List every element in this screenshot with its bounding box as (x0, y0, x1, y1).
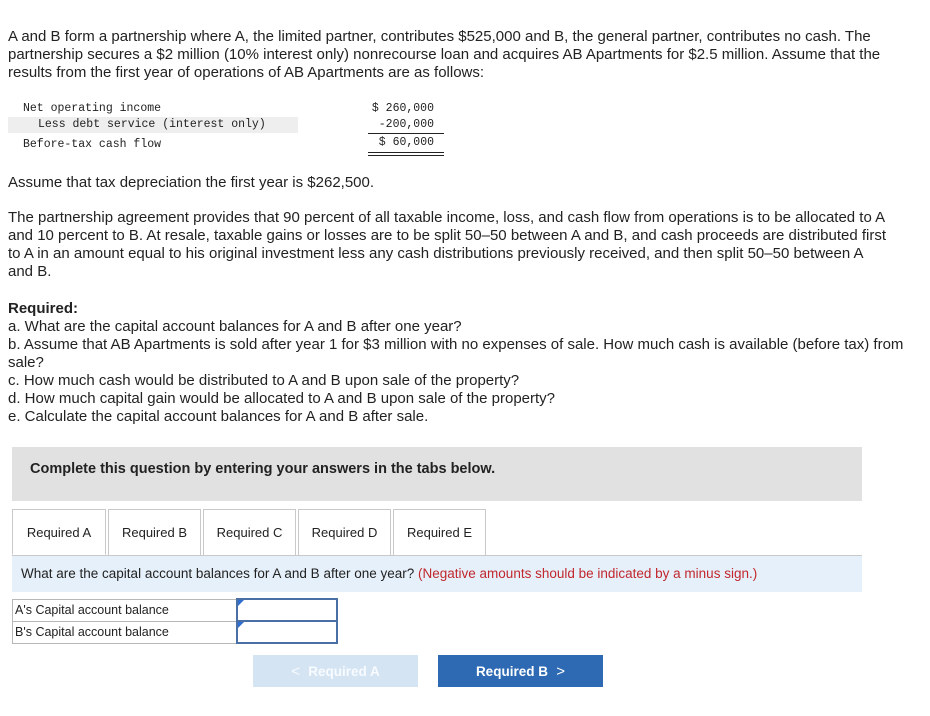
depreciation-text: Assume that tax depreciation the first year is $262,500. (8, 174, 375, 191)
chevron-right-icon: > (547, 662, 566, 680)
agreement-paragraph (8, 209, 930, 281)
intro-line: partnership secures a $2 million (10% interest only) nonrecourse loan and acquires AB Apartments for $2.5 million. Assume that the (8, 46, 881, 63)
next-required-button[interactable] (438, 655, 603, 687)
subtotal-rule (368, 133, 444, 134)
tab-required-a[interactable]: Required A (12, 509, 106, 555)
noi-label: Net operating income (23, 102, 162, 115)
agreement-line: The partnership agreement provides that 90 percent of all taxable income, loss, and cash flow from operations is to be allocated to A (8, 209, 886, 226)
required-section (8, 300, 930, 426)
tab-required-e[interactable]: Required E (393, 509, 486, 555)
required-line: sale? (8, 354, 44, 371)
table-row (13, 599, 337, 621)
required-line: b. Assume that AB Apartments is sold after year 1 for $3 million with no expenses of sale. How much cash is available (before tax) from (8, 336, 904, 353)
question-note: (Negative amounts should be indicated by a minus sign.) (418, 566, 758, 581)
chevron-left-icon: < (291, 662, 309, 680)
required-line: e. Calculate the capital account balances for A and B after sale. (8, 408, 429, 425)
noi-value: $ 260,000 (371, 102, 434, 115)
tab-required-c[interactable]: Required C (203, 509, 296, 555)
b-capital-input[interactable] (238, 621, 340, 643)
debt-value: -200,000 (378, 118, 434, 131)
tab-required-d[interactable]: Required D (298, 509, 391, 555)
input-flag-icon (238, 600, 244, 606)
prev-required-button[interactable] (253, 655, 418, 687)
btcf-value: $ 60,000 (378, 136, 434, 149)
required-line: c. How much cash would be distributed to A and B upon sale of the property? (8, 372, 520, 389)
total-rule-2 (368, 155, 444, 156)
instruction-box (12, 447, 862, 501)
a-capital-input-cell (237, 599, 337, 621)
question-bar (12, 556, 862, 592)
debt-label: Less debt service (interest only) (38, 118, 266, 131)
btcf-label: Before-tax cash flow (23, 138, 162, 151)
agreement-line: to A in an amount equal to his original investment less any cash distributions previously received, and then split 50–50 between A (8, 245, 864, 262)
instruction-text: Complete this question by entering your answers in the tabs below. (30, 461, 496, 477)
a-capital-input[interactable] (238, 599, 340, 621)
intro-paragraph (8, 28, 930, 82)
required-line: d. How much capital gain would be allocated to A and B upon sale of the property? (8, 390, 556, 407)
b-capital-label: B's Capital account balance (13, 621, 237, 643)
answer-table (12, 598, 338, 644)
question-text: What are the capital account balances for A and B after one year? (21, 566, 415, 581)
input-flag-icon (238, 622, 244, 628)
required-line: a. What are the capital account balances for A and B after one year? (8, 318, 462, 335)
b-capital-input-cell (237, 621, 337, 643)
agreement-line: and B. (8, 263, 52, 280)
tab-required-b[interactable]: Required B (108, 509, 201, 555)
intro-line: results from the first year of operations of AB Apartments are as follows: (8, 64, 485, 81)
required-heading: Required: (8, 300, 79, 317)
total-rule-1 (368, 152, 444, 153)
intro-line: A and B form a partnership where A, the limited partner, contributes $525,000 and B, the general partner, contributes no cash. The (8, 28, 871, 45)
agreement-line: and 10 percent to B. At resale, taxable gains or losses are to be split 50–50 between A and B, and cash proceeds are distributed first (8, 227, 887, 244)
a-capital-label: A's Capital account balance (13, 599, 237, 621)
next-button-label: Required B (475, 663, 548, 679)
prev-button-label: Required A (308, 663, 380, 679)
table-row (13, 621, 337, 643)
